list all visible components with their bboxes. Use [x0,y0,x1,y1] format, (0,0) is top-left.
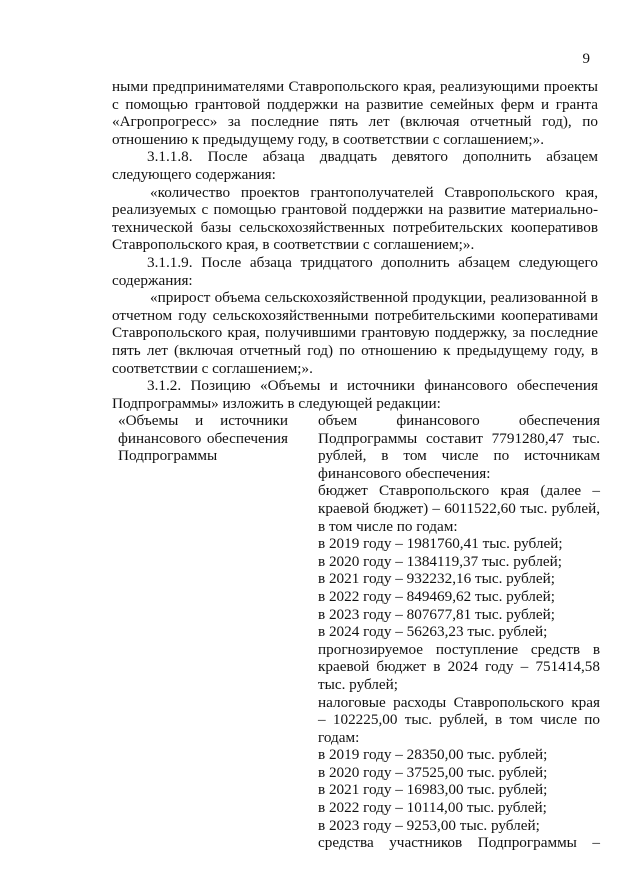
financing-table [118,412,600,852]
financing-line: в 2021 году – 932232,16 тыс. рублей; [318,570,555,588]
financing-line: в 2020 году – 37525,00 тыс. рублей; [318,763,548,781]
financing-line: в 2024 году – 56263,23 тыс. рублей; [318,623,548,641]
paragraph-3-1-1-8: 3.1.1.8. После абзаца двадцать девятого дополнить абзацем следующего содержания: [112,148,598,183]
financing-line: в 2023 году – 807677,81 тыс. рублей; [318,605,555,623]
financing-table-value-cell [318,412,600,852]
body-text [112,78,598,412]
paragraph-3-1-2: 3.1.2. Позицию «Объемы и источники финансового обеспечения Подпрограммы» изложить в следующей редакции: [112,377,598,412]
page-number: 9 [582,51,590,67]
financing-table-label-cell [118,412,288,852]
financing-line: налоговые расходы Ставропольского края – 102225,00 тыс. рублей, в том числе по годам: [318,693,600,746]
financing-line: в 2019 году – 1981760,41 тыс. рублей; [318,535,563,553]
financing-line: в 2023 году – 9253,00 тыс. рублей; [318,816,540,834]
financing-line: прогнозируемое поступление средств в краевой бюджет в 2024 году – 751414,58 тыс. рублей; [318,640,600,693]
financing-line: в 2020 году – 1384119,37 тыс. рублей; [318,552,563,570]
financing-line: в 2021 году – 16983,00 тыс. рублей; [318,781,548,799]
financing-line: объем финансового обеспечения Подпрограммы составит 7791280,47 тыс. рублей, в том числе по источникам финансового обеспечения: [318,412,600,482]
financing-line: бюджет Ставропольского края (далее – краевой бюджет) – 6011522,60 тыс. рублей, в том числе по годам: [318,482,600,535]
paragraph-3-1-1-9: 3.1.1.9. После абзаца тридцатого дополнить абзацем следующего содержания: [112,253,598,289]
financing-line: средства участников Подпрограммы – [318,834,600,852]
financing-line: в 2022 году – 10114,00 тыс. рублей; [318,799,547,817]
quoted-paragraph-growth: «прирост объема сельскохозяйственной продукции, реализованной в отчетном году сельскохозяйственными потребительскими кооперативами Ставропольского края, получившими грантовую поддержку, за последние пять лет (включая отчетный год) по отношению к предыдущему году, в соответствии с соглашением;». [112,289,598,377]
paragraph-continuation: ными предпринимателями Ставропольского края, реализующими проекты с помощью грантовой поддержки на развитие семейных ферм и гранта «Агропрогресс» за последние пять лет (включая отчетный год), по отношению к предыдущему году, в соответствии с соглашением;». [112,78,598,148]
financing-line: в 2022 году – 849469,62 тыс. рублей; [318,587,555,605]
quoted-paragraph-projects: «количество проектов грантополучателей Ставропольского края, реализуемых с помощью грантовой поддержки на развитие материально-технической базы сельскохозяйственных потребительских кооперативов Ставропольского края, в соответствии с соглашением;». [112,183,598,254]
financing-label: «Объемы и источники финансового обеспечения Подпрограммы [118,412,288,465]
financing-line: в 2019 году – 28350,00 тыс. рублей; [318,746,548,764]
